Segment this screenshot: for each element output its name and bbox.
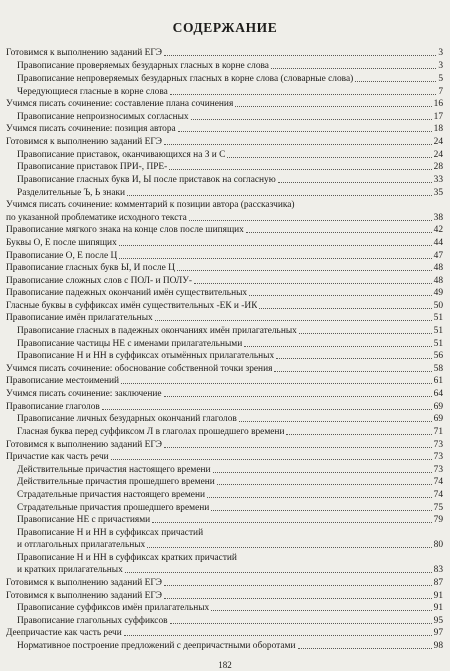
toc-entry-page: 47 xyxy=(433,251,443,261)
toc-entry-title: Правописание личных безударных окончаний глаголов xyxy=(17,414,237,424)
toc-entry-page: 64 xyxy=(433,389,443,399)
toc-entry-title: по указанной проблематике исходного текста xyxy=(6,213,187,223)
toc-entry xyxy=(6,286,443,299)
toc-entry xyxy=(17,173,443,186)
toc-entry-page: 49 xyxy=(433,288,443,298)
toc-leader-dots xyxy=(170,94,436,95)
toc-entry-page: 83 xyxy=(433,565,443,575)
toc-entry-page: 17 xyxy=(433,112,443,122)
toc-entry xyxy=(17,475,443,488)
toc-entry xyxy=(6,311,443,324)
toc-entry-title: Правописание НЕ с причастиями xyxy=(17,515,151,525)
toc-entry-title: Правописание непроизносимых согласных xyxy=(17,112,189,122)
toc-entry-page: 69 xyxy=(433,402,443,412)
toc-leader-dots xyxy=(239,421,432,422)
toc-leader-dots xyxy=(125,572,432,573)
toc-leader-dots xyxy=(298,648,432,649)
toc-leader-dots xyxy=(259,308,431,309)
toc-leader-dots xyxy=(299,333,432,334)
toc-entry xyxy=(6,576,443,589)
toc-entry-title: Готовимся к выполнению заданий ЕГЭ xyxy=(6,440,162,450)
toc-leader-dots xyxy=(355,81,436,82)
toc-entry-title: Действительные причастия настоящего времени xyxy=(17,465,211,475)
toc-leader-dots xyxy=(278,182,432,183)
toc-entry-title: Правописание сложных слов с ПОЛ- и ПОЛУ- xyxy=(6,276,193,286)
toc-entry-title: Правописание приставок, оканчивающихся на З и С xyxy=(17,150,226,160)
toc-entry-page: 33 xyxy=(433,175,443,185)
toc-entry-page: 28 xyxy=(433,162,443,172)
toc-entry-title: Правописание гласных букв Ы, И после Ц xyxy=(6,263,175,273)
toc-entry-title: Чередующиеся гласные в корне слова xyxy=(17,87,168,97)
toc-entry-title: Правописание Н и НН в суффиксах причастий xyxy=(17,528,204,538)
toc-entry-title: Буквы О, Ё после шипящих xyxy=(6,238,117,248)
toc-leader-dots xyxy=(217,484,432,485)
toc-entry-page: 44 xyxy=(433,238,443,248)
toc-entry-page: 95 xyxy=(433,616,443,626)
toc-entry-title: Гласные буквы в суффиксах имён существительных -ЕК и -ИК xyxy=(6,301,258,311)
page-number: 182 xyxy=(218,660,232,670)
toc-entry-page: 38 xyxy=(433,213,443,223)
toc-entry xyxy=(17,349,443,362)
toc-entry-page: 58 xyxy=(433,364,443,374)
toc-leader-dots xyxy=(147,547,431,548)
toc-entry-page: 87 xyxy=(433,578,443,588)
toc-entry-title: Учимся писать сочинение: обоснование собственной точки зрения xyxy=(6,364,273,374)
toc-leader-dots xyxy=(235,106,431,107)
toc-entry-title: Учимся писать сочинение: составление плана сочинения xyxy=(6,99,234,109)
toc-entry-page: 51 xyxy=(433,326,443,336)
toc-leader-dots xyxy=(211,610,431,611)
toc-entry-title: Готовимся к выполнению заданий ЕГЭ xyxy=(6,591,162,601)
toc-entry-page: 16 xyxy=(433,99,443,109)
toc-leader-dots xyxy=(271,68,436,69)
toc-entry-title: Учимся писать сочинение: позиция автора xyxy=(6,124,176,134)
toc-entry-title: Правописание О, Е после Ц xyxy=(6,251,118,261)
toc-entry-page: 91 xyxy=(433,591,443,601)
toc-entry xyxy=(17,639,443,652)
toc-entry xyxy=(17,513,443,526)
toc-entry-title: Правописание местоимений xyxy=(6,376,119,386)
toc-entry-page: 18 xyxy=(433,124,443,134)
toc-entry-page: 74 xyxy=(433,477,443,487)
toc-entry-page: 74 xyxy=(433,490,443,500)
toc-entry-page: 80 xyxy=(433,540,443,550)
toc-entry-page: 42 xyxy=(433,225,443,235)
toc-entry-title: Готовимся к выполнению заданий ЕГЭ xyxy=(6,48,162,58)
toc-entry-title: Правописание Н и НН в суффиксах отымённых прилагательных xyxy=(17,351,275,361)
toc-entry-title: Причастие как часть речи xyxy=(6,452,109,462)
toc-leader-dots xyxy=(213,472,432,473)
toc-leader-dots xyxy=(246,232,432,233)
toc-leader-dots xyxy=(276,358,431,359)
toc-leader-dots xyxy=(274,371,431,372)
toc-entry-title: Готовимся к выполнению заданий ЕГЭ xyxy=(6,578,162,588)
toc-entry xyxy=(17,488,443,501)
toc-entry-page: 7 xyxy=(438,87,443,97)
toc-leader-dots xyxy=(189,220,432,221)
toc-leader-dots xyxy=(170,623,432,624)
toc-leader-dots xyxy=(164,447,432,448)
toc-entry xyxy=(6,626,443,639)
toc-entry-page: 73 xyxy=(433,452,443,462)
toc-entry-title: Правописание гласных в падежных окончаниях имён прилагательных xyxy=(17,326,297,336)
toc-entry-title: Правописание имён прилагательных xyxy=(6,313,153,323)
toc-leader-dots xyxy=(194,283,432,284)
toc-entry-page: 98 xyxy=(433,641,443,651)
toc-leader-dots xyxy=(102,409,432,410)
toc-entry-page: 24 xyxy=(433,137,443,147)
toc-entry xyxy=(6,135,443,148)
toc-entry-page: 71 xyxy=(433,427,443,437)
toc-entry xyxy=(6,450,443,463)
toc-entry xyxy=(17,601,443,614)
toc-entry xyxy=(6,46,443,59)
toc-leader-dots xyxy=(164,396,432,397)
toc-entry-title: Правописание суффиксов имён прилагательных xyxy=(17,603,210,613)
toc-leader-dots xyxy=(227,157,431,158)
toc-entry xyxy=(17,563,443,576)
toc-leader-dots xyxy=(127,195,432,196)
toc-entry-page: 91 xyxy=(433,603,443,613)
toc-entry xyxy=(17,72,443,85)
toc-leader-dots xyxy=(164,55,436,56)
toc-entry-page: 75 xyxy=(433,503,443,513)
toc-entry-page: 97 xyxy=(433,628,443,638)
toc-entry xyxy=(6,223,443,236)
toc-entry-title: Правописание мягкого знака на конце слов после шипящих xyxy=(6,225,244,235)
toc-entry-title: и кратких прилагательных xyxy=(17,565,123,575)
toc-entry-page: 35 xyxy=(433,188,443,198)
toc-entry-title: Правописание падежных окончаний имён существительных xyxy=(6,288,248,298)
toc-entry-page: 51 xyxy=(433,339,443,349)
toc-entry-page: 48 xyxy=(433,276,443,286)
toc-entry-title: и отглагольных прилагательных xyxy=(17,540,146,550)
toc-entry-title: Действительные причастия прошедшего времени xyxy=(17,477,215,487)
toc-entry xyxy=(6,198,443,211)
toc-entry-page: 73 xyxy=(433,440,443,450)
toc-entry-page: 51 xyxy=(433,313,443,323)
toc-entry-page: 3 xyxy=(438,48,443,58)
toc-entry-title: Деепричастие как часть речи xyxy=(6,628,122,638)
toc-leader-dots xyxy=(178,131,432,132)
toc-entry xyxy=(6,387,443,400)
toc-entry-title: Готовимся к выполнению заданий ЕГЭ xyxy=(6,137,162,147)
toc-entry xyxy=(17,160,443,173)
toc-leader-dots xyxy=(164,585,432,586)
toc-entry-page: 79 xyxy=(433,515,443,525)
toc-leader-dots xyxy=(177,270,432,271)
toc-leader-dots xyxy=(286,434,431,435)
toc-leader-dots xyxy=(249,295,432,296)
toc-entry-page: 61 xyxy=(433,376,443,386)
toc-leader-dots xyxy=(211,510,431,511)
toc-entry-title: Гласная буква перед суффиксом Л в глаголах прошедшего времени xyxy=(17,427,285,437)
toc-entry-title: Учимся писать сочинение: комментарий к позиции автора (рассказчика) xyxy=(6,200,295,210)
toc-entry-title: Страдательные причастия настоящего времени xyxy=(17,490,205,500)
toc-entry xyxy=(17,425,443,438)
toc-entry-page: 3 xyxy=(438,61,443,71)
toc-leader-dots xyxy=(164,598,432,599)
toc-entry-title: Правописание приставок ПРИ-, ПРЕ- xyxy=(17,162,168,172)
toc-entry-title: Правописание глагольных суффиксов xyxy=(17,616,168,626)
toc-leader-dots xyxy=(121,383,432,384)
toc-entry-title: Правописание гласных букв И, Ы после приставок на согласную xyxy=(17,175,276,185)
toc-leader-dots xyxy=(169,169,431,170)
toc-entry-title: Правописание глаголов xyxy=(6,402,100,412)
toc-leader-dots xyxy=(191,119,432,120)
toc-entry-title: Разделительные Ъ, Ь знаки xyxy=(17,188,126,198)
toc-leader-dots xyxy=(119,245,432,246)
toc-entry xyxy=(17,324,443,337)
page-title: СОДЕРЖАНИЕ xyxy=(172,20,278,35)
toc-entry xyxy=(6,261,443,274)
toc-leader-dots xyxy=(207,497,432,498)
toc-leader-dots xyxy=(152,522,431,523)
toc-entry xyxy=(6,236,443,249)
toc-entry-title: Правописание частицы НЕ с именами прилагательными xyxy=(17,339,243,349)
toc-entry-page: 5 xyxy=(438,74,443,84)
toc-entry-page: 56 xyxy=(433,351,443,361)
toc-leader-dots xyxy=(244,346,431,347)
toc-entry xyxy=(6,374,443,387)
toc-entry-title: Учимся писать сочинение: заключение xyxy=(6,389,162,399)
toc-entry-title: Правописание непроверяемых безударных гласных в корне слова (словарные слова) xyxy=(17,74,354,84)
toc-entry-title: Правописание Н и НН в суффиксах кратких причастий xyxy=(17,553,237,563)
toc-entry-page: 73 xyxy=(433,465,443,475)
toc-entry xyxy=(6,122,443,135)
toc-entry xyxy=(6,97,443,110)
toc-entry-page: 24 xyxy=(433,150,443,160)
toc-leader-dots xyxy=(119,258,431,259)
toc-leader-dots xyxy=(155,320,432,321)
toc-leader-dots xyxy=(164,144,432,145)
toc-entry xyxy=(17,538,443,551)
toc-entry-title: Страдательные причастия прошедшего времени xyxy=(17,503,210,513)
toc-leader-dots xyxy=(124,635,432,636)
toc-entry-page: 69 xyxy=(433,414,443,424)
toc-entry-title: Правописание проверяемых безударных гласных в корне слова xyxy=(17,61,269,71)
toc-entry-page: 48 xyxy=(433,263,443,273)
toc-entry xyxy=(17,59,443,72)
toc-entry-page: 50 xyxy=(433,301,443,311)
toc-leader-dots xyxy=(111,459,432,460)
toc-entry-title: Нормативное построение предложений с деепричастными оборотами xyxy=(17,641,296,651)
toc-entry xyxy=(17,412,443,425)
